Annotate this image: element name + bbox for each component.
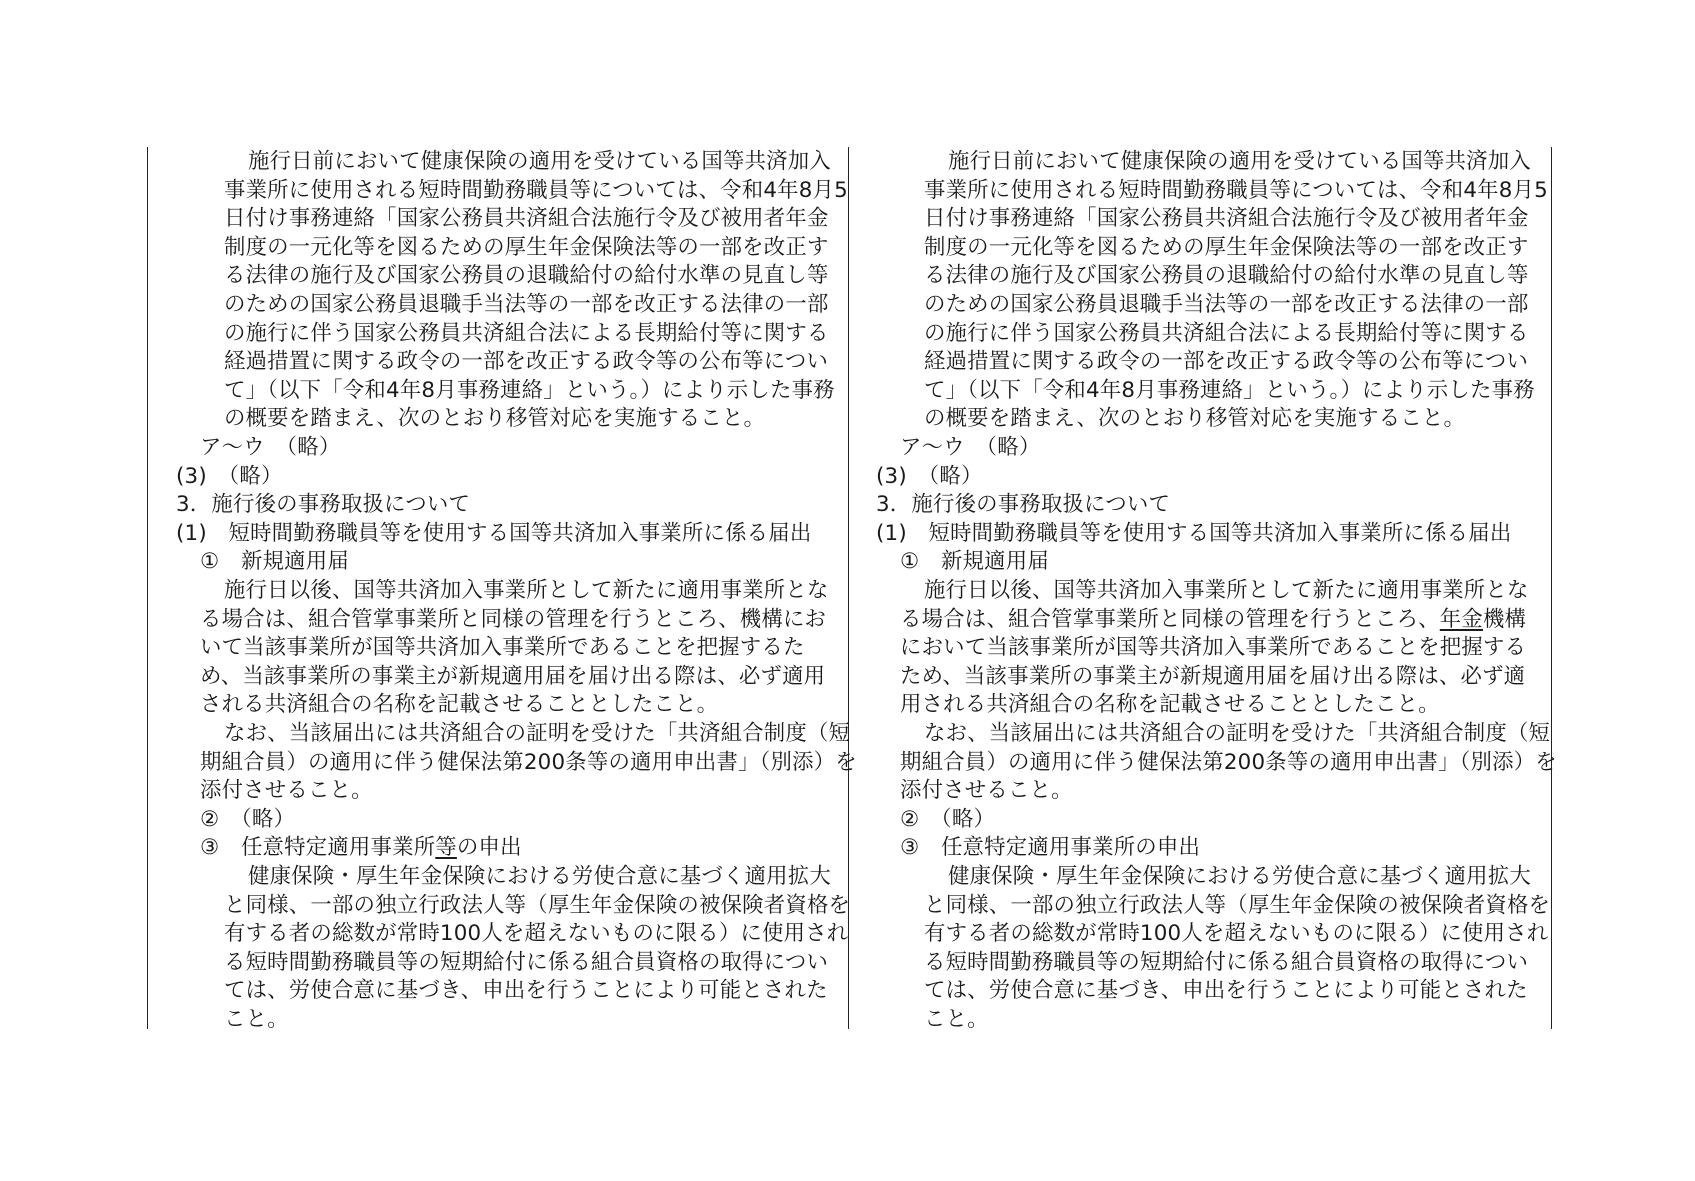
text-line: (1) 短時間勤務職員等を使用する国等共済加入事業所に係る届出: [176, 520, 812, 546]
text-line: 経過措置に関する政令の一部を改正する政令等の公布等につい: [224, 349, 829, 375]
text-line: なお、当該届出には共済組合の証明を受けた「共済組合制度（短: [224, 721, 851, 746]
underlined-change-marker: 等: [435, 835, 457, 861]
text-line: 添付させること。: [200, 778, 373, 804]
text-line: ては、労使合意に基づき、申出を行うことにより可能とされた: [224, 978, 828, 1004]
text-line: 用される共済組合の名称を記載させることとしたこと。: [900, 692, 1440, 718]
text-line: こと。: [224, 1007, 289, 1032]
text-segment: ③ 任意特定適用事業所: [200, 835, 436, 861]
text-line: る法律の施行及び国家公務員の退職給付の給付水準の見直し等: [924, 263, 1529, 289]
text-line: 制度の一元化等を図るための厚生年金保険法等の一部を改正す: [224, 234, 829, 260]
text-line: (3) （略）: [876, 463, 983, 489]
text-line: 日付け事務連絡「国家公務員共済組合法施行令及び被用者年金: [924, 206, 1529, 232]
text-line: て」（以下「令和4年8月事務連絡」という。）により示した事務: [924, 377, 1535, 403]
text-line: 3．施行後の事務取扱について: [876, 492, 1171, 518]
text-segment: の申出: [456, 835, 522, 861]
text-line: 有する者の総数が常時100人を超えないものに限る）に使用され: [924, 921, 1549, 947]
text-line: のための国家公務員退職手当法等の一部を改正する法律の一部: [924, 292, 1529, 317]
text-segment: 機構: [1482, 606, 1527, 632]
text-line: ア～ウ （略）: [200, 435, 341, 460]
text-line: 期組合員）の適用に伴う健保法第200条等の適用申出書」（別添）を: [200, 749, 857, 775]
text-line: と同様、一部の独立行政法人等（厚生年金保険の被保険者資格を: [224, 892, 851, 918]
text-line: される共済組合の名称を記載させることとしたこと。: [200, 692, 719, 718]
table-border-right: [1551, 147, 1552, 1029]
text-line: 健康保険・厚生年金保険における労使合意に基づく適用拡大: [948, 864, 1531, 889]
text-line: [200, 834, 522, 863]
text-line: 添付させること。: [900, 778, 1073, 804]
text-line: 事業所に使用される短時間勤務職員等については、令和4年8月5: [924, 177, 1548, 203]
text-line: 施行日前において健康保険の適用を受けている国等共済加入: [248, 149, 831, 174]
text-line: 有する者の総数が常時100人を超えないものに限る）に使用され: [224, 921, 849, 947]
text-line: のための国家公務員退職手当法等の一部を改正する法律の一部: [224, 292, 829, 317]
text-line: において当該事業所が国等共済加入事業所であることを把握する: [900, 635, 1527, 661]
text-line: 3．施行後の事務取扱について: [176, 492, 471, 518]
text-line: め、当該事業所の事業主が新規適用届を届け出る際は、必ず適用: [200, 663, 826, 689]
text-line: ては、労使合意に基づき、申出を行うことにより可能とされた: [924, 978, 1528, 1004]
text-line: こと。: [924, 1007, 989, 1032]
text-line: る法律の施行及び国家公務員の退職給付の給付水準の見直し等: [224, 263, 829, 289]
text-line: ③ 任意特定適用事業所の申出: [900, 835, 1201, 861]
text-line: (1) 短時間勤務職員等を使用する国等共済加入事業所に係る届出: [876, 520, 1512, 546]
text-line: 制度の一元化等を図るための厚生年金保険法等の一部を改正す: [924, 234, 1529, 260]
text-line: (3) （略）: [176, 463, 283, 489]
text-line: 施行日以後、国等共済加入事業所として新たに適用事業所とな: [924, 578, 1529, 603]
text-line: る短時間勤務職員等の短期給付に係る組合員資格の取得につい: [924, 949, 1529, 975]
text-line: の施行に伴う国家公務員共済組合法による長期給付等に関する: [924, 320, 1529, 346]
text-line: ② （略）: [200, 806, 296, 832]
text-line: 健康保険・厚生年金保険における労使合意に基づく適用拡大: [248, 864, 831, 889]
text-line: ため、当該事業所の事業主が新規適用届を届け出る際は、必ず適: [900, 663, 1526, 689]
text-line: る短時間勤務職員等の短期給付に係る組合員資格の取得につい: [224, 949, 829, 975]
text-line: の概要を踏まえ、次のとおり移管対応を実施すること。: [924, 406, 1466, 432]
table-border-left: [147, 147, 148, 1029]
text-line: いて当該事業所が国等共済加入事業所であることを把握するた: [200, 635, 805, 661]
text-line: なお、当該届出には共済組合の証明を受けた「共済組合制度（短: [924, 721, 1551, 746]
text-segment: る場合は、組合管掌事業所と同様の管理を行うところ、: [900, 606, 1440, 632]
text-line: 日付け事務連絡「国家公務員共済組合法施行令及び被用者年金: [224, 206, 829, 232]
text-line: ② （略）: [900, 806, 996, 832]
text-line: の施行に伴う国家公務員共済組合法による長期給付等に関する: [224, 320, 829, 346]
text-line: の概要を踏まえ、次のとおり移管対応を実施すること。: [224, 406, 766, 432]
text-line: ア～ウ （略）: [900, 435, 1041, 460]
underlined-change-marker: 年金: [1439, 606, 1483, 632]
text-line: ① 新規適用届: [200, 549, 349, 575]
text-line: 経過措置に関する政令の一部を改正する政令等の公布等につい: [924, 349, 1529, 375]
text-line: る場合は、組合管掌事業所と同様の管理を行うところ、機構にお: [200, 606, 827, 632]
text-line: 施行日前において健康保険の適用を受けている国等共済加入: [948, 149, 1531, 174]
text-line: ① 新規適用届: [900, 549, 1049, 575]
text-line: て」（以下「令和4年8月事務連絡」という。）により示した事務: [224, 377, 835, 403]
text-line: と同様、一部の独立行政法人等（厚生年金保険の被保険者資格を: [924, 892, 1551, 918]
text-line: [900, 606, 1526, 635]
text-line: 期組合員）の適用に伴う健保法第200条等の適用申出書」（別添）を: [900, 749, 1557, 775]
text-line: 施行日以後、国等共済加入事業所として新たに適用事業所とな: [224, 578, 829, 603]
text-line: 事業所に使用される短時間勤務職員等については、令和4年8月5: [224, 177, 848, 203]
